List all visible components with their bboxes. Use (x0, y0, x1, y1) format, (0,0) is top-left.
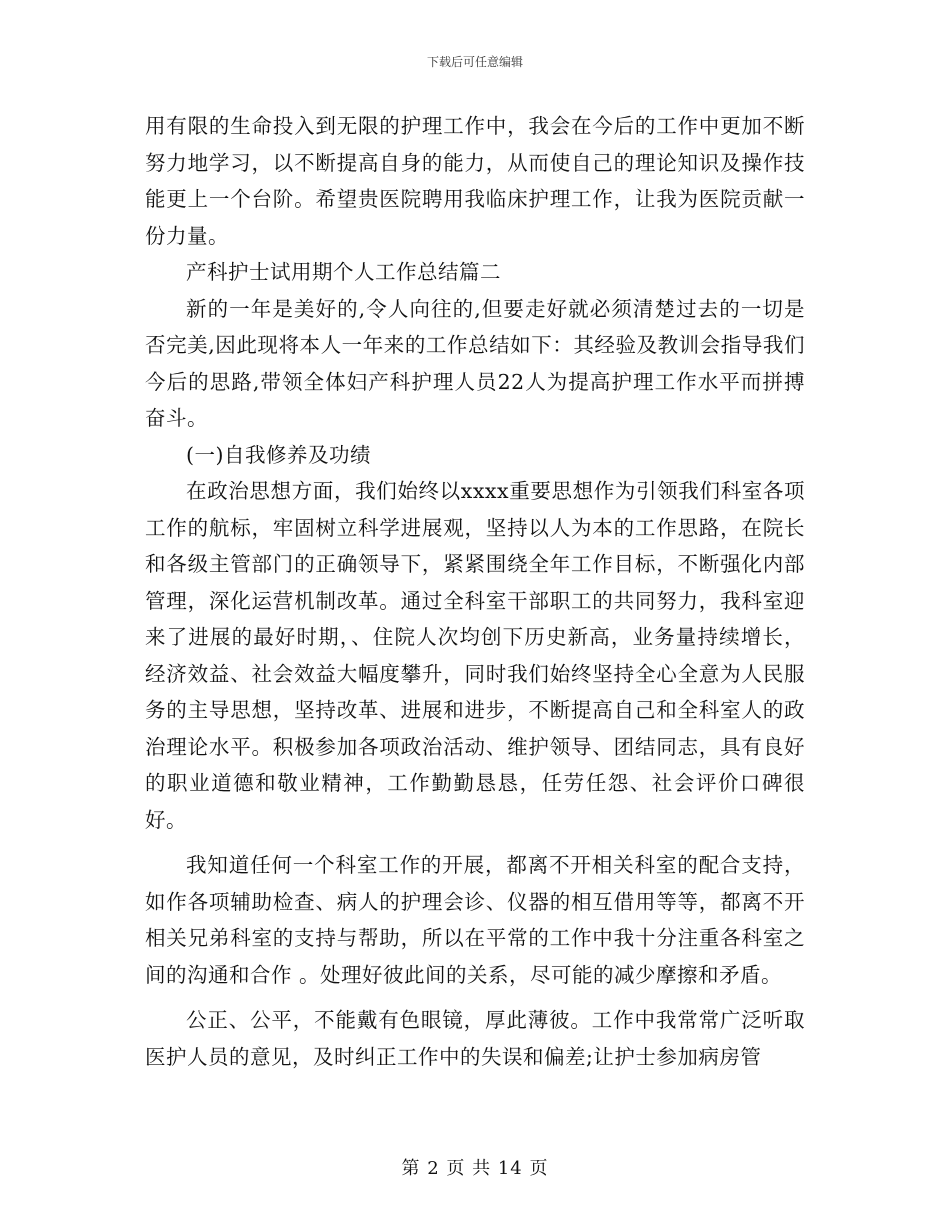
page-header: 下载后可任意编辑 (426, 55, 523, 69)
paragraph-fairness: 公正、公平，不能戴有色眼镜，厚此薄彼。工作中我常常广泛听取医护人员的意见，及时纠正工作中的失误和偏差;让护士参加病房管 (145, 1008, 805, 1069)
paragraph-intro: 新的一年是美好的,令人向往的,但要走好就必须清楚过去的一切是否完美,因此现将本人一年来的工作总结如下：其经验及教训会指导我们今后的思路,带领全体妇产科护理人员22人为提高护理工作水平而拼搏奋斗。 (145, 296, 805, 430)
paragraph-continuation: 用有限的生命投入到无限的护理工作中，我会在今后的工作中更加不断努力地学习，以不断提高自身的能力，从而使自己的理论知识及操作技能更上一个台阶。希望贵医院聘用我临床护理工作，让我为医院贡献一份力量。 (145, 114, 805, 248)
subsection-heading: (一)自我修养及功绩 (186, 442, 371, 467)
paragraph-politics: 在政治思想方面，我们始终以xxxx重要思想作为引领我们科室各项工作的航标，牢固树立科学进展观，坚持以人为本的工作思路，在院长和各级主管部门的正确领导下，紧紧围绕全年工作目标，不断强化内部管理，深化运营机制改革。通过全科室干部职工的共同努力，我科室迎来了进展的最好时期，、住院人次均创下历史新高，业务量持续增长，经济效益、社会效益大幅度攀升，同时我们始终坚持全心全意为人民服务的主导思想，坚持改革、进展和进步，不断提高自己和全科室人的政治理论水平。积极参加各项政治活动、维护领导、团结同志，具有良好的职业道德和敬业精神，工作勤勤恳恳，任劳任怨、社会评价口碑很好。 (145, 479, 805, 832)
document-body (145, 108, 805, 1075)
page-number: 第 2 页 共 14 页 (401, 1158, 549, 1179)
section-title: 产科护士试用期个人工作总结篇二 (186, 260, 501, 284)
paragraph-cooperation: 我知道任何一个科室工作的开展，都离不开相关科室的配合支持，如作各项辅助检查、病人的护理会诊、仪器的相互借用等等，都离不开相关兄弟科室的支持与帮助，所以在平常的工作中我十分注重各科室之间的沟通和合作 。处理好彼此间的关系，尽可能的减少摩擦和矛盾。 (145, 853, 805, 987)
